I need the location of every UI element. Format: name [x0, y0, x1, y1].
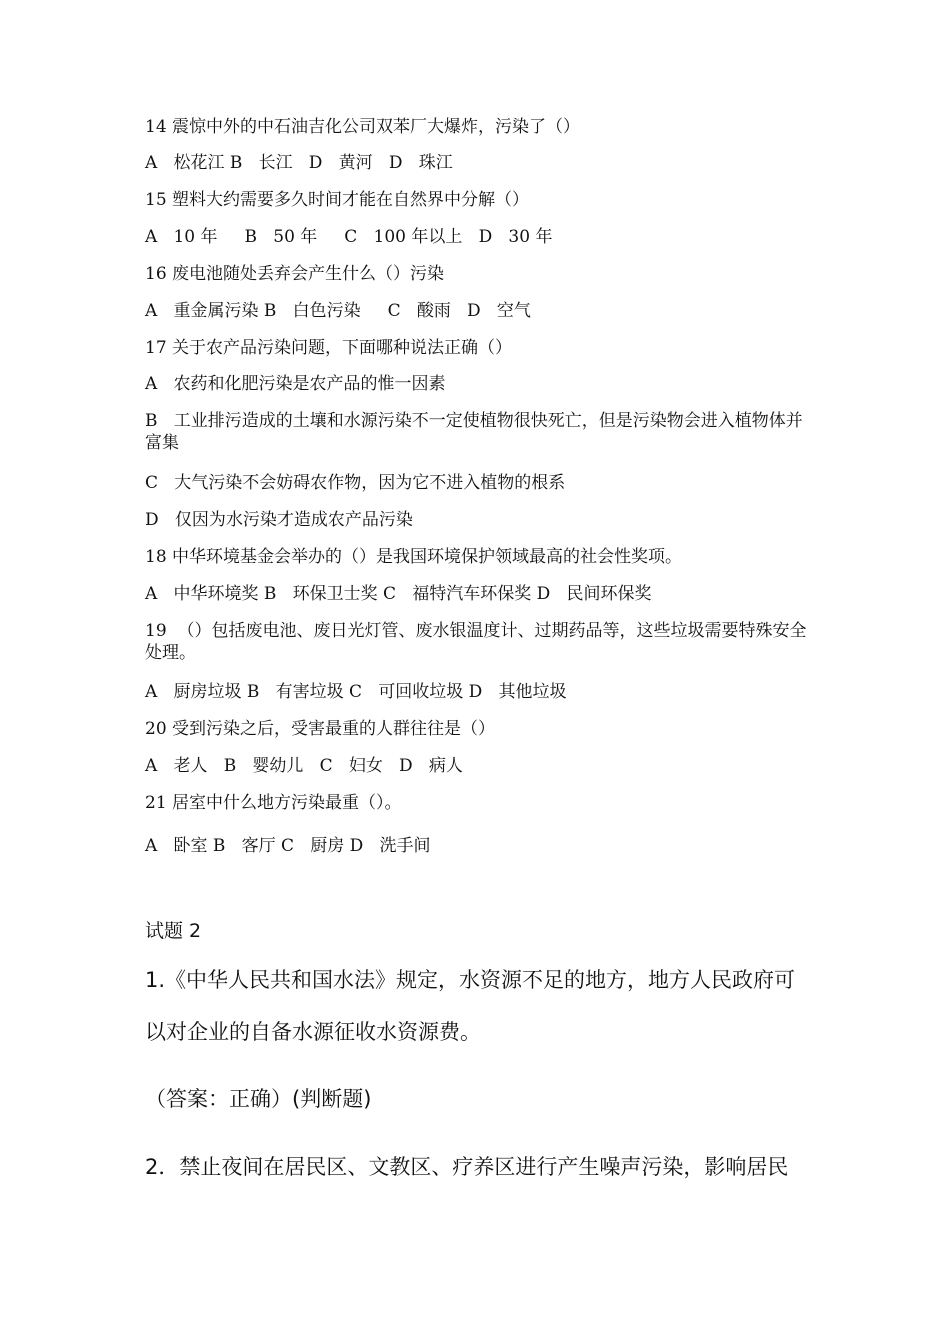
section2-q1-line2: 以对企业的自备水源征收水资源费。: [145, 1020, 481, 1044]
section2-q2-line1: 2．禁止夜间在居民区、文教区、疗养区进行产生噪声污染，影响居民: [145, 1155, 789, 1179]
question-17-option-b: B 工业排污造成的土壤和水源污染不一定使植物很快死亡，但是污染物会进入植物体并富集: [145, 411, 803, 453]
section-title: 试题 2: [145, 920, 202, 942]
question-20-options: A 老人 B 婴幼儿 C 妇女 D 病人: [145, 756, 463, 776]
question-17: 17 关于农产品污染问题，下面哪种说法正确（）: [145, 338, 513, 358]
question-16: 16 废电池随处丢弃会产生什么（）污染: [145, 264, 445, 284]
section2-q1-line1: 1.《中华人民共和国水法》规定，水资源不足的地方，地方人民政府可: [145, 968, 796, 992]
question-19-options: A 厨房垃圾 B 有害垃圾 C 可回收垃圾 D 其他垃圾: [145, 682, 567, 702]
question-17-option-a: A 农药和化肥污染是农产品的惟一因素: [145, 374, 446, 394]
question-20: 20 受到污染之后，受害最重的人群往往是（）: [145, 719, 496, 739]
question-16-options: A 重金属污染 B 白色污染 C 酸雨 D 空气: [145, 301, 531, 321]
question-21: 21 居室中什么地方污染最重（）。: [145, 793, 402, 813]
section2-q1-answer: （答案：正确）(判断题): [145, 1087, 372, 1111]
question-15-options: A 10 年 B 50 年 C 100 年以上 D 30 年: [145, 227, 553, 247]
question-17-option-c: C 大气污染不会妨碍农作物，因为它不进入植物的根系: [145, 473, 566, 493]
question-21-options: A 卧室 B 客厅 C 厨房 D 洗手间: [145, 836, 431, 856]
question-17-option-d: D 仅因为水污染才造成农产品污染: [145, 510, 413, 530]
question-14-options: A 松花江 B 长江 D 黄河 D 珠江: [145, 153, 453, 173]
question-14: 14 震惊中外的中石油吉化公司双苯厂大爆炸，污染了（）: [145, 117, 581, 137]
question-18: 18 中华环境基金会举办的（）是我国环境保护领域最高的社会性奖项。: [145, 547, 683, 567]
question-15: 15 塑料大约需要多久时间才能在自然界中分解（）: [145, 190, 530, 210]
question-19: 19 （）包括废电池、废日光灯管、废水银温度计、过期药品等，这些垃圾需要特殊安全处理。: [145, 621, 807, 663]
question-18-options: A 中华环境奖 B 环保卫士奖 C 福特汽车环保奖 D 民间环保奖: [145, 584, 652, 604]
